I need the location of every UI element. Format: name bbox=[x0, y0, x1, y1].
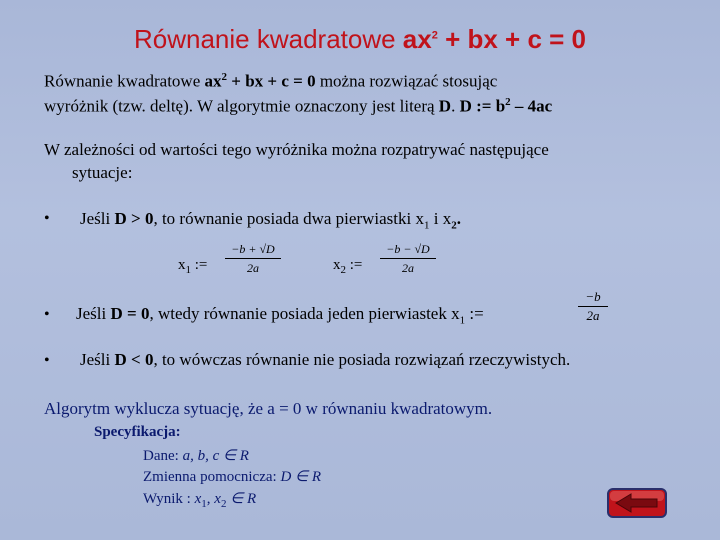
x2-formula bbox=[380, 242, 436, 275]
spec-data: Dane: a, b, c ∈ R bbox=[143, 448, 249, 464]
spec-result: Wynik : $x_1$, $x_2$ ∈ R bbox=[143, 491, 257, 510]
spec-heading: Specyfikacja: bbox=[94, 424, 181, 440]
bullet-icon: • bbox=[44, 210, 50, 227]
x2-denominator: 2a bbox=[402, 261, 414, 275]
fraction-bar bbox=[380, 258, 436, 259]
case-negative-delta: Jeśli D < 0, to wówczas równanie nie posiada rozwiązań rzeczywistych. bbox=[80, 350, 571, 369]
intro-line-1: Równanie kwadratowe $ax^2$ + bx + c = 0 można rozwiązać stosując bbox=[44, 71, 498, 91]
algorithm-note: Algorytm wyklucza sytuację, że a = 0 w równaniu kwadratowym. bbox=[44, 399, 493, 418]
intro-line-2: wyróżnik (tzw. deltę). W algorytmie oznaczony jest literą D. D := $b^2 - 4ac$ bbox=[44, 96, 553, 116]
back-arrow-icon bbox=[607, 488, 667, 518]
fraction-bar bbox=[225, 258, 281, 259]
x2-label: $x_2$ := bbox=[333, 257, 363, 276]
cases-intro-line-2: sytuacje: bbox=[72, 163, 133, 182]
cases-intro-line-1: W zależności od wartości tego wyróżnika można rozpatrywać następujące bbox=[44, 140, 549, 159]
fraction-bar bbox=[578, 306, 608, 307]
x1-single-denominator: 2a bbox=[586, 308, 600, 323]
bullet-icon: • bbox=[44, 352, 50, 369]
slide-title: Równanie kwadratowe $ax^2$ + bx + c = 0 bbox=[133, 24, 586, 54]
x1-formula bbox=[225, 242, 281, 275]
case-positive-delta: Jeśli D > 0, to równanie posiada dwa pierwiastki $x_1$ i $x_2$. bbox=[80, 209, 461, 232]
x1-label: $x_1$ := bbox=[178, 257, 208, 276]
spec-aux-variable: Zmienna pomocnicza: D ∈ R bbox=[143, 469, 322, 485]
x1-single-numerator: −b bbox=[585, 289, 601, 304]
x2-numerator: −b − √D bbox=[386, 242, 430, 256]
x1-single-formula bbox=[578, 290, 608, 323]
back-button[interactable] bbox=[607, 488, 667, 518]
x1-denominator: 2a bbox=[247, 261, 259, 275]
x1-numerator: −b + √D bbox=[231, 242, 275, 256]
bullet-icon: • bbox=[44, 306, 50, 323]
case-zero-delta: Jeśli D = 0, wtedy równanie posiada jeden pierwiastek $x_1$ := bbox=[76, 304, 484, 327]
